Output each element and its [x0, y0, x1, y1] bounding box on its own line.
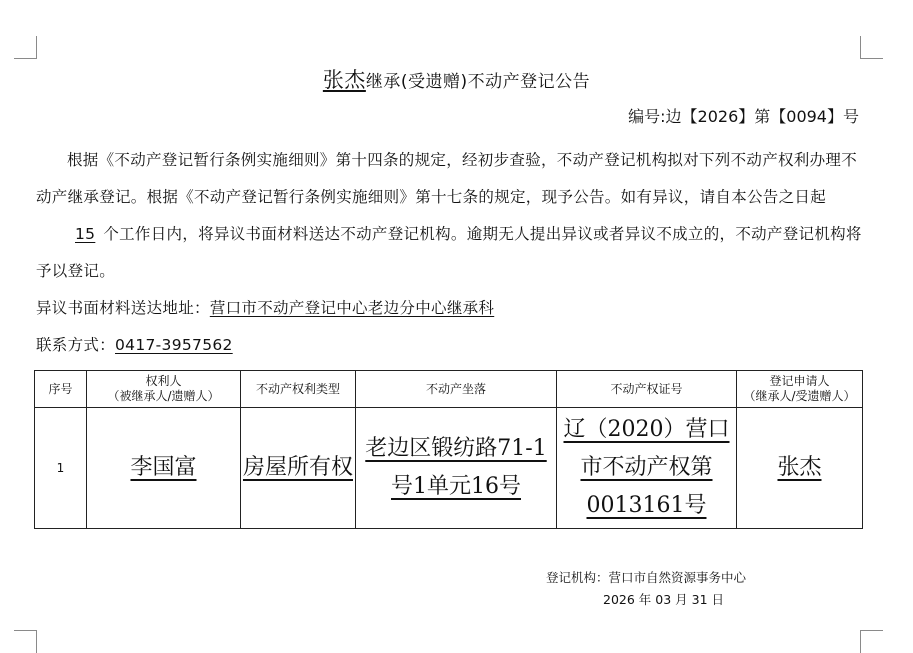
header-seq: 序号: [35, 371, 87, 408]
header-owner: [87, 371, 241, 408]
registration-table: [34, 370, 863, 529]
location-value: 老边区锻纺路71-1号1单元16号: [365, 436, 547, 499]
contact-label: 联系方式：: [36, 336, 116, 354]
header-location: 不动产坐落: [356, 371, 557, 408]
cell-cert-no: [557, 408, 737, 529]
owner-name: 李国富: [130, 455, 197, 480]
main-paragraph: [36, 142, 866, 290]
cell-applicant: [737, 408, 863, 529]
paragraph-part-2: 个工作日内，将异议书面材料送达不动产登记机构。逾期无人提出异议或者异议不成立的，不动产登记机构将予以登记。: [36, 225, 862, 280]
footer: [546, 568, 746, 608]
notice-date: 2026 年 03 月 31 日: [603, 592, 724, 607]
header-applicant-line2: （继承人/受遗赠人）: [743, 389, 856, 403]
header-owner-line1: 权利人: [145, 374, 182, 388]
header-right-type: 不动产权利类型: [241, 371, 356, 408]
header-owner-line2: （被继承人/遗赠人）: [107, 389, 220, 403]
address-value: 营口市不动产登记中心老边分中心继承科: [209, 299, 495, 317]
document-number: 编号:边【2026】第【0094】号: [628, 107, 859, 126]
header-applicant: [737, 371, 863, 408]
cell-right-type: [241, 408, 356, 529]
crop-mark-top-right: [860, 36, 883, 59]
right-type-value: 房屋所有权: [242, 455, 353, 480]
crop-mark-bottom-left: [14, 630, 37, 653]
address-line: [36, 290, 866, 327]
header-cert-no: 不动产权证号: [557, 371, 737, 408]
contact-value: 0417-3957562: [115, 336, 233, 354]
contact-line: [36, 327, 866, 364]
title-text: 继承(受遗赠)不动产登记公告: [365, 72, 591, 92]
notice-body: [36, 142, 866, 364]
cell-seq: 1: [35, 408, 87, 529]
notice-title: [0, 64, 913, 94]
registration-agency: 登记机构：营口市自然资源事务中心: [546, 570, 747, 585]
header-applicant-line1: 登记申请人: [769, 374, 830, 388]
cert-no-value: 辽（2020）营口市不动产权第0013161号: [563, 417, 730, 518]
objection-days: 15: [75, 225, 96, 243]
applicant-name: 张杰: [777, 455, 822, 480]
paragraph-part-1: 根据《不动产登记暂行条例实施细则》第十四条的规定，经初步查验，不动产登记机构拟对下列不动产权利办理不动产继承登记。根据《不动产登记暂行条例实施细则》第十七条的规定，现予公告。如有异议，请自本公告之日起: [36, 151, 858, 206]
cell-owner: [87, 408, 241, 529]
address-label: 异议书面材料送达地址：: [36, 299, 210, 317]
crop-mark-top-left: [14, 36, 37, 59]
cell-location: [356, 408, 557, 529]
title-applicant-name: 张杰: [322, 68, 366, 92]
table-header-row: [35, 371, 863, 408]
table-row: [35, 408, 863, 529]
crop-mark-bottom-right: [860, 630, 883, 653]
